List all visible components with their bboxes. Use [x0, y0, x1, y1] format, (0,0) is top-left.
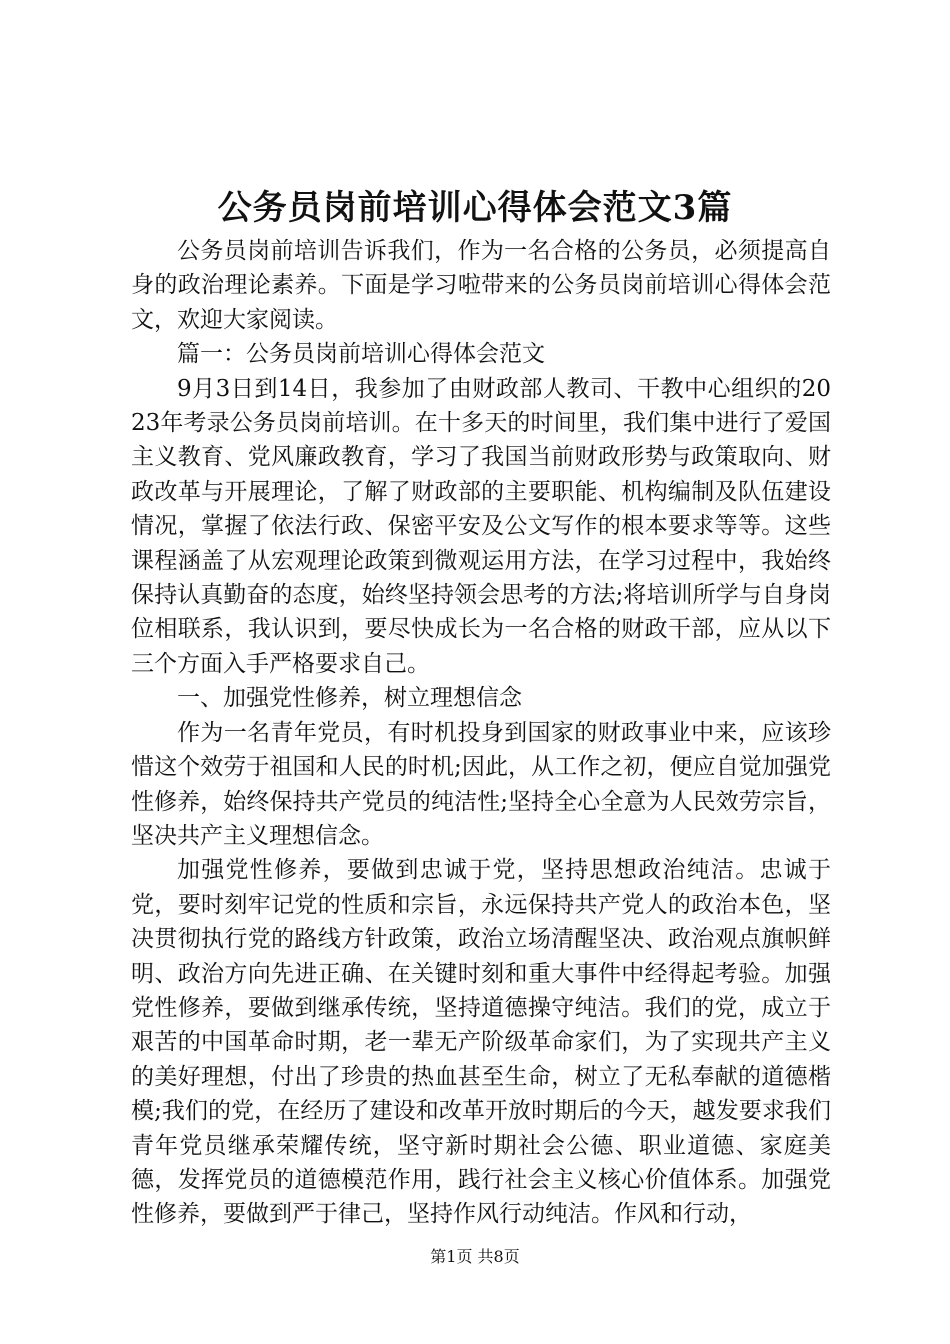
intro-paragraph: 公务员岗前培训告诉我们，作为一名合格的公务员，必须提高自身的政治理论素养。下面是学习啦带来的公务员岗前培训心得体会范文，欢迎大家阅读。: [131, 238, 831, 333]
document-title: 公务员岗前培训心得体会范文3篇: [217, 188, 733, 228]
section-heading-point-one: 一、加强党性修养，树立理想信念: [177, 685, 522, 712]
body-paragraph: 作为一名青年党员，有时机投身到国家的财政事业中来，应该珍惜这个效劳于祖国和人民的时机;因此，从工作之初，便应自觉加强党性修养，始终保持共产党员的纯洁性;坚持全心全意为人民效劳宗旨，坚决共产主义理想信念。: [131, 719, 831, 849]
document-body: [131, 234, 831, 1232]
page-number-footer: 第1页 共8页: [430, 1247, 520, 1266]
body-paragraph: 加强党性修养，要做到忠诚于党，坚持思想政治纯洁。忠诚于党，要时刻牢记党的性质和宗旨，永远保持共产党人的政治本色，坚决贯彻执行党的路线方针政策，政治立场清醒坚决、政治观点旗帜鲜明、政治方向先进正确、在关键时刻和重大事件中经得起考验。加强党性修养，要做到继承传统，坚持道德操守纯洁。我们的党，成立于艰苦的中国革命时期，老一辈无产阶级革命家们，为了实现共产主义的美好理想，付出了珍贵的热血甚至生命，树立了无私奉献的道德楷模;我们的党，在经历了建设和改革开放时期后的今天，越发要求我们青年党员继承荣耀传统，坚守新时期社会公德、职业道德、家庭美德，发挥党员的道德模范作用，践行社会主义核心价值体系。加强党性修养，要做到严于律己，坚持作风行动纯洁。作风和行动，: [131, 857, 831, 1228]
section-heading-article-one: 篇一：公务员岗前培训心得体会范文: [177, 341, 545, 368]
body-paragraph: 9月3日到14日，我参加了由财政部人教司、干教中心组织的2023年考录公务员岗前培训。在十多天的时间里，我们集中进行了爱国主义教育、党风廉政教育，学习了我国当前财政形势与政策取向、财政改革与开展理论，了解了财政部的主要职能、机构编制及队伍建设情况，掌握了依法行政、保密平安及公文写作的根本要求等等。这些课程涵盖了从宏观理论政策到微观运用方法，在学习过程中，我始终保持认真勤奋的态度，始终坚持领会思考的方法;将培训所学与自身岗位相联系，我认识到，要尽快成长为一名合格的财政干部，应从以下三个方面入手严格要求自己。: [131, 375, 831, 677]
